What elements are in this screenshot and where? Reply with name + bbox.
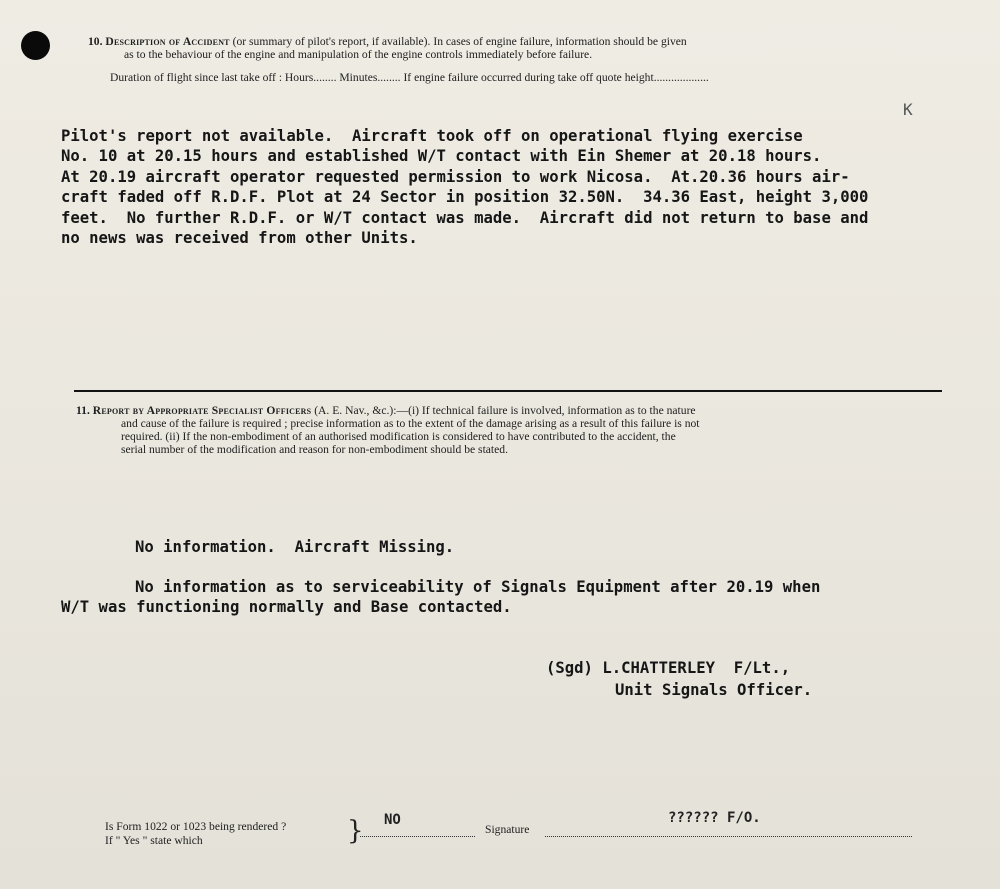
signature-dotted-line xyxy=(545,826,912,837)
section-11-line-4: serial number of the modification and reason for non-embodiment should be stated. xyxy=(121,443,508,456)
specialist-line-1: No information. Aircraft Missing. xyxy=(135,538,455,556)
answer-dotted-line xyxy=(360,826,475,837)
section-divider xyxy=(74,390,942,392)
signature-value: ?????? F/O. xyxy=(668,810,761,826)
signature-line-1: (Sgd) L.CHATTERLEY F/Lt., xyxy=(546,659,791,677)
section-10-number: 10. xyxy=(88,35,103,48)
signature-line-2: Unit Signals Officer. xyxy=(615,681,813,699)
section-10-intro: (or summary of pilot's report, if available). In cases of engine failure, information should be given xyxy=(232,35,687,48)
form-question-line-2: If " Yes " state which xyxy=(105,834,203,847)
form-question-line-1: Is Form 1022 or 1023 being rendered ? xyxy=(105,820,287,833)
section-11-number: 11. xyxy=(76,404,90,417)
report-line-5: feet. No further R.D.F. or W/T contact was made. Aircraft did not return to base and xyxy=(61,209,869,227)
section-10-intro-cont: as to the behaviour of the engine and manipulation of the engine controls immediately before failure. xyxy=(124,48,593,61)
section-11-line-2: and cause of the failure is required ; precise information as to the extent of the damage arising as a result of this failure is not xyxy=(121,417,700,430)
section-11-header xyxy=(76,404,936,417)
section-10-header xyxy=(88,35,928,48)
duration-line: Duration of flight since last take off : Hours........ Minutes........ If engine failure occurred during take off quote height................... xyxy=(110,71,709,84)
report-line-3: At 20.19 aircraft operator requested permission to work Nicosa. At.20.36 hours air- xyxy=(61,168,850,186)
brace-symbol: } xyxy=(347,816,364,846)
specialist-line-2: No information as to serviceability of Signals Equipment after 20.19 when xyxy=(135,578,821,596)
report-line-6: no news was received from other Units. xyxy=(61,229,418,247)
section-10-heading: Description of Accident xyxy=(105,35,230,48)
corner-mark: K xyxy=(903,100,913,119)
specialist-line-3: W/T was functioning normally and Base contacted. xyxy=(61,598,512,616)
report-line-2: No. 10 at 20.15 hours and established W/T contact with Ein Shemer at 20.18 hours. xyxy=(61,147,822,165)
report-line-4: craft faded off R.D.F. Plot at 24 Sector in position 32.50N. 34.36 East, height 3,000 xyxy=(61,188,869,206)
signature-label: Signature xyxy=(485,823,530,836)
section-11-line-3: required. (ii) If the non-embodiment of an authorised modification is considered to have contributed to the accident, the xyxy=(121,430,676,443)
report-line-1: Pilot's report not available. Aircraft took off on operational flying exercise xyxy=(61,127,803,145)
punch-hole xyxy=(21,31,50,60)
section-11-line-1: (A. E. Nav., &c.):—(i) If technical failure is involved, information as to the nature xyxy=(314,404,696,417)
section-11-heading: Report by Appropriate Specialist Officers xyxy=(92,404,312,417)
form-answer: NO xyxy=(384,812,401,828)
